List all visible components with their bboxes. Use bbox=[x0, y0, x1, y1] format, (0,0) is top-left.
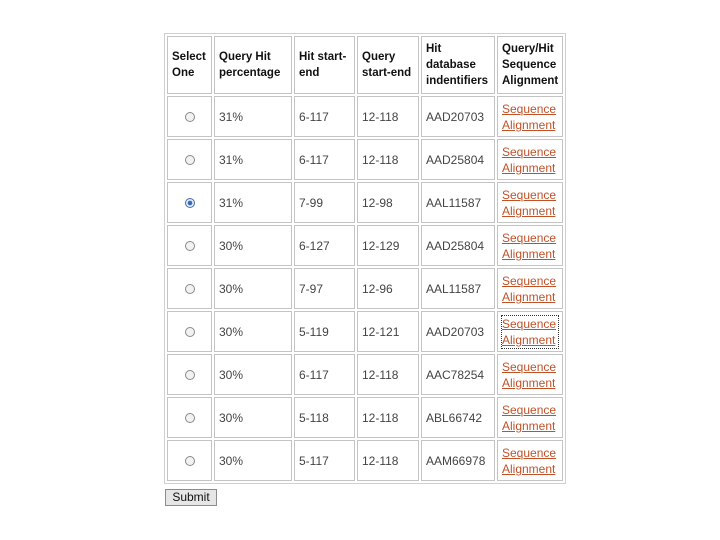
query-range-cell: 12-118 bbox=[357, 139, 419, 180]
percentage-cell: 31% bbox=[214, 139, 292, 180]
select-radio[interactable] bbox=[185, 370, 195, 380]
table-row bbox=[167, 182, 563, 223]
sequence-alignment-link[interactable]: Sequence Alignment bbox=[502, 101, 557, 132]
query-range-cell: 12-118 bbox=[357, 96, 419, 137]
sequence-alignment-link[interactable]: Sequence Alignment bbox=[502, 230, 557, 261]
hit-range-cell: 5-117 bbox=[294, 440, 355, 481]
header-select: Select One bbox=[167, 36, 212, 94]
table-row bbox=[167, 268, 563, 309]
identifier-cell: AAL11587 bbox=[421, 182, 495, 223]
select-cell bbox=[167, 182, 212, 223]
header-alignment: Query/Hit Sequence Alignment bbox=[497, 36, 563, 94]
alignment-cell bbox=[497, 354, 563, 395]
identifier-cell: AAD20703 bbox=[421, 96, 495, 137]
select-cell bbox=[167, 311, 212, 352]
query-range-cell: 12-121 bbox=[357, 311, 419, 352]
hit-range-cell: 5-118 bbox=[294, 397, 355, 438]
identifier-cell: AAL11587 bbox=[421, 268, 495, 309]
select-cell bbox=[167, 440, 212, 481]
alignment-cell bbox=[497, 268, 563, 309]
query-range-cell: 12-118 bbox=[357, 354, 419, 395]
alignment-cell bbox=[497, 397, 563, 438]
header-identifiers: Hit database indentifiers bbox=[421, 36, 495, 94]
hit-range-cell: 7-97 bbox=[294, 268, 355, 309]
hit-range-cell: 6-127 bbox=[294, 225, 355, 266]
query-range-cell: 12-118 bbox=[357, 397, 419, 438]
identifier-cell: AAM66978 bbox=[421, 440, 495, 481]
table-row bbox=[167, 397, 563, 438]
sequence-alignment-link[interactable]: Sequence Alignment bbox=[502, 402, 557, 433]
percentage-cell: 30% bbox=[214, 268, 292, 309]
identifier-cell: AAD25804 bbox=[421, 225, 495, 266]
table-row bbox=[167, 139, 563, 180]
identifier-cell: AAC78254 bbox=[421, 354, 495, 395]
sequence-alignment-link[interactable]: Sequence Alignment bbox=[502, 445, 557, 476]
query-range-cell: 12-118 bbox=[357, 440, 419, 481]
submit-button[interactable]: Submit bbox=[165, 489, 217, 506]
percentage-cell: 30% bbox=[214, 440, 292, 481]
select-radio[interactable] bbox=[185, 413, 195, 423]
hit-range-cell: 5-119 bbox=[294, 311, 355, 352]
alignment-cell bbox=[497, 139, 563, 180]
select-cell bbox=[167, 397, 212, 438]
identifier-cell: AAD20703 bbox=[421, 311, 495, 352]
percentage-cell: 30% bbox=[214, 397, 292, 438]
select-radio[interactable] bbox=[185, 456, 195, 466]
select-cell bbox=[167, 268, 212, 309]
query-range-cell: 12-98 bbox=[357, 182, 419, 223]
select-cell bbox=[167, 139, 212, 180]
percentage-cell: 31% bbox=[214, 182, 292, 223]
header-query-range: Query start-end bbox=[357, 36, 419, 94]
select-radio[interactable] bbox=[185, 241, 195, 251]
percentage-cell: 30% bbox=[214, 354, 292, 395]
select-cell bbox=[167, 96, 212, 137]
select-radio[interactable] bbox=[185, 327, 195, 337]
hit-range-cell: 7-99 bbox=[294, 182, 355, 223]
table-row bbox=[167, 225, 563, 266]
hit-range-cell: 6-117 bbox=[294, 96, 355, 137]
sequence-alignment-link[interactable]: Sequence Alignment bbox=[502, 144, 557, 175]
table-row bbox=[167, 354, 563, 395]
percentage-cell: 30% bbox=[214, 311, 292, 352]
select-cell bbox=[167, 354, 212, 395]
table-row bbox=[167, 440, 563, 481]
results-table bbox=[164, 33, 566, 484]
alignment-cell bbox=[497, 182, 563, 223]
hit-range-cell: 6-117 bbox=[294, 139, 355, 180]
sequence-alignment-link[interactable]: Sequence Alignment bbox=[502, 273, 557, 304]
table-row bbox=[167, 311, 563, 352]
header-hit-range: Hit start-end bbox=[294, 36, 355, 94]
percentage-cell: 30% bbox=[214, 225, 292, 266]
alignment-cell bbox=[497, 311, 563, 352]
query-range-cell: 12-96 bbox=[357, 268, 419, 309]
alignment-cell bbox=[497, 440, 563, 481]
select-radio[interactable] bbox=[185, 155, 195, 165]
sequence-alignment-link[interactable]: Sequence Alignment bbox=[502, 316, 558, 348]
alignment-cell bbox=[497, 96, 563, 137]
hit-range-cell: 6-117 bbox=[294, 354, 355, 395]
header-percentage: Query Hit percentage bbox=[214, 36, 292, 94]
select-radio[interactable] bbox=[185, 284, 195, 294]
table-row bbox=[167, 96, 563, 137]
select-cell bbox=[167, 225, 212, 266]
query-range-cell: 12-129 bbox=[357, 225, 419, 266]
percentage-cell: 31% bbox=[214, 96, 292, 137]
identifier-cell: AAD25804 bbox=[421, 139, 495, 180]
alignment-cell bbox=[497, 225, 563, 266]
header-row bbox=[167, 36, 563, 94]
select-radio[interactable] bbox=[185, 198, 195, 208]
sequence-alignment-link[interactable]: Sequence Alignment bbox=[502, 187, 557, 218]
identifier-cell: ABL66742 bbox=[421, 397, 495, 438]
select-radio[interactable] bbox=[185, 112, 195, 122]
sequence-alignment-link[interactable]: Sequence Alignment bbox=[502, 359, 557, 390]
